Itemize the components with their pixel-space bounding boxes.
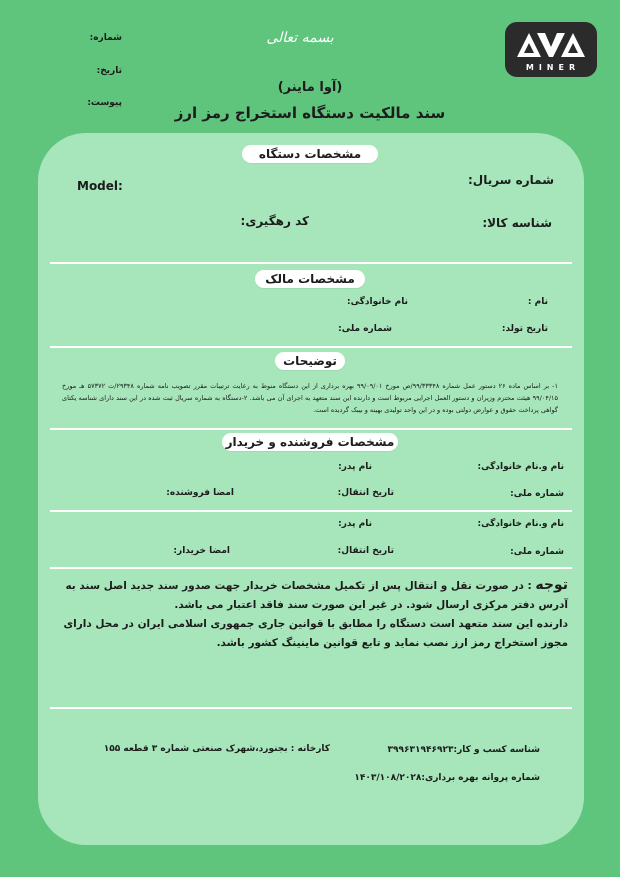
description-heading: توضیحات: [275, 352, 345, 370]
seller-national-label: شماره ملی:: [510, 489, 564, 499]
seller-signature-label: امضا فروشنده:: [166, 488, 234, 498]
buyer-name-family-label: نام و.نام خانوادگی:: [477, 519, 564, 529]
seller-transfer-date-label: تاریخ انتقال:: [337, 488, 394, 498]
buyer-national-label: شماره ملی:: [510, 547, 564, 557]
owner-section-heading: مشخصات مالک: [255, 270, 365, 288]
divider: [50, 707, 572, 709]
seller-name-family-label: نام و.نام خانوادگی:: [477, 462, 564, 472]
owner-name-label: نام :: [527, 297, 548, 307]
logo-text: MINER: [525, 63, 581, 72]
device-section-heading: مشخصات دستگاه: [242, 145, 378, 163]
divider: [50, 510, 572, 512]
number-label: شماره:: [89, 33, 122, 43]
attachment-label: پیوست:: [87, 98, 122, 108]
parties-section-heading: مشخصات فروشنده و خریدار: [222, 433, 398, 451]
divider: [50, 346, 572, 348]
document-title: سند مالکیت دستگاه استخراج رمز ارز: [174, 104, 446, 122]
buyer-father-label: نام پدر:: [338, 519, 372, 529]
buyer-transfer-date-label: تاریخ انتقال:: [337, 546, 394, 556]
notice-line-2: دارنده این سند متعهد است دستگاه را مطابق با قوانین جاری جمهوری اسلامی ایران در محل دارای مجوز استخراج رمز ارز نصب نماید و تابع قوانین ماینینگ کشور باشد.: [63, 618, 568, 649]
date-label: تاریخ:: [96, 66, 122, 76]
brand-name: (آوا ماینر): [277, 80, 343, 95]
factory-address: کارخانه : بجنورد،شهرک صنعتی شماره ۳ قطعه ۱۵۵: [103, 744, 330, 754]
logo-mark-icon: [515, 29, 587, 59]
owner-national-label: شماره ملی:: [338, 324, 392, 334]
buyer-signature-label: امضا خریدار:: [173, 546, 230, 556]
seller-father-label: نام پدر:: [338, 462, 372, 472]
notice-line-1: : در صورت نقل و انتقال پس از تکمیل مشخصات خریدار جهت صدور سند جدید اصل سند به آدرس دفتر مرکزی ارسال شود. در غیر این صورت سند فاقد اعتبار می باشد.: [65, 580, 568, 611]
owner-family-label: نام خانوادگی:: [346, 297, 408, 307]
model-label: Model:: [77, 179, 123, 193]
business-id: شناسه کسب و کار:۳۹۹۶۳۱۹۴۶۹۲۳: [387, 745, 540, 755]
notice-title: توجه: [535, 577, 568, 593]
divider: [50, 428, 572, 430]
basmala: بسمه تعالی: [266, 30, 334, 46]
avaminer-logo: [505, 22, 597, 77]
serial-label: شماره سریال:: [467, 173, 554, 187]
notice-block: [48, 576, 568, 653]
certificate-panel: [38, 133, 584, 845]
license-number: شماره پروانه بهره برداری:۱۴۰۳/۱۰۸/۲۰۲۸: [354, 773, 540, 783]
owner-birth-label: تاریخ تولد:: [501, 324, 548, 334]
divider: [50, 567, 572, 569]
divider: [50, 262, 572, 264]
description-text: ۱- بر اساس ماده ۲۶ دستور عمل شماره ۹۹/۳۳۳۴۸/ص مورخ ۹۹/۰۹/۰۱ بهره برداری از این دستگاه منوط به رعایت ترتیبات مقرر تصویب نامه شماره ۲۹۳۴۸/ت ۵۷۳۷۲ هـ مورخ ۹۹/۰۴/۱۵ هیئت محترم وزیران و دستور العمل اجرایی مربوط است و دارنده این سند متعهد به اجرای آن می باشد. ۲-دستگاه به شماره سریال ثبت شده در این سند دارای شناسه یکتای گواهی پرداخت حقوق و عوارض دولتی بوده و در این واحد تولیدی بهینه و بیبک گردیده است.: [62, 382, 558, 414]
tracking-code-label: کد رهگیری:: [240, 214, 309, 228]
product-id-label: شناسه کالا:: [482, 216, 552, 230]
